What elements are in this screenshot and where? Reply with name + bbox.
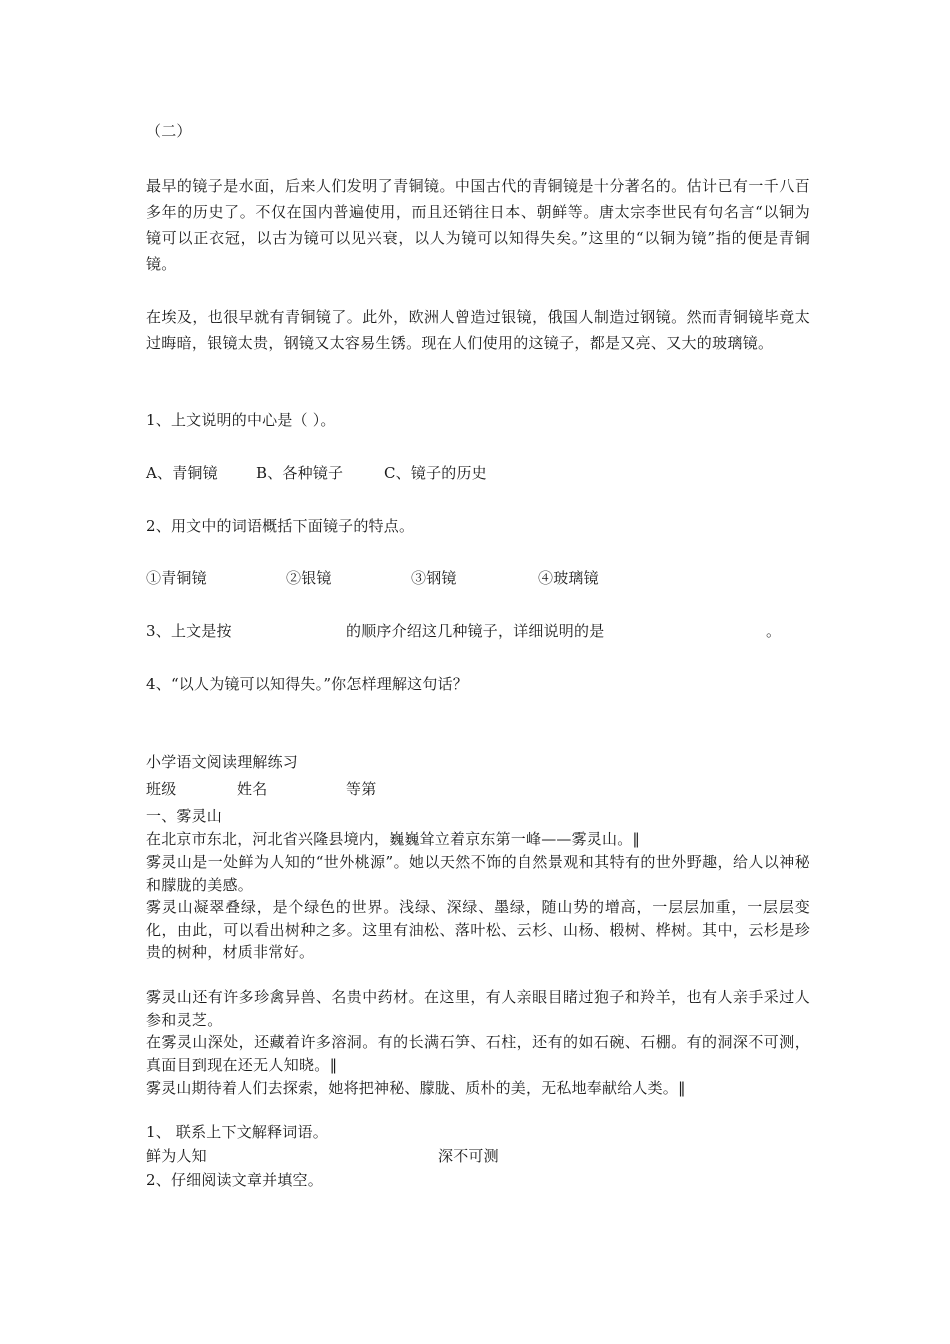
practice-paragraph-3: 雾灵山凝翠叠绿，是个绿色的世界。浅绿、深绿、墨绿，随山势的增高，一层层加重，一层层变化，由此，可以看出树种之多。这里有油松、落叶松、云杉、山杨、椴树、桦树。其中，云杉是珍贵的树种，材质非常好。: [146, 898, 810, 961]
question-3-part3: 。: [766, 622, 782, 640]
practice-paragraph-1: 在北京市东北，河北省兴隆县境内，巍巍耸立着京东第一峰——雾灵山。‖: [146, 830, 641, 848]
q1-option-a: A、青铜镜: [146, 464, 218, 482]
q2-item-steel-mirror: ③钢镜: [411, 569, 457, 587]
field-name-label: 姓名: [237, 780, 268, 798]
passage-paragraph-2: 在埃及，也很早就有青铜镜了。此外，欧洲人曾造过银镜，俄国人制造过钢镜。然而青铜镜毕竟太过晦暗，银镜太贵，钢镜又太容易生锈。现在人们使用的这镜子，都是又亮、又大的玻璃镜。: [146, 308, 810, 352]
q1-option-c: C、镜子的历史: [384, 464, 487, 482]
practice-paragraph-4: 雾灵山还有许多珍禽异兽、名贵中药材。在这里，有人亲眼目睹过狍子和羚羊，也有人亲手采过人参和灵芝。: [146, 988, 810, 1029]
practice-paragraph-2: 雾灵山是一处鲜为人知的“世外桃源”。她以天然不饰的自然景观和其特有的世外野趣，给人以神秘和朦胧的美感。: [146, 853, 810, 894]
practice-title: 小学语文阅读理解练习: [146, 753, 299, 771]
section-heading: （二）: [146, 122, 192, 140]
practice-paragraph-5: 在雾灵山深处，还藏着许多溶洞。有的长满石笋、石柱，还有的如石碗、石棚。有的洞深不可测，真面目到现在还无人知晓。‖: [146, 1033, 810, 1074]
question-1: 1、上文说明的中心是（ ）。: [146, 411, 336, 429]
practice-question-1: 1、 联系上下文解释词语。: [146, 1123, 328, 1141]
q2-item-glass-mirror: ④玻璃镜: [538, 569, 599, 587]
q2-item-silver-mirror: ②银镜: [286, 569, 332, 587]
practice-question-2: 2、仔细阅读文章并填空。: [146, 1171, 323, 1189]
q1-word-rarely-known: 鲜为人知: [146, 1147, 207, 1165]
field-class-label: 班级: [146, 780, 177, 798]
q1-word-unfathomable: 深不可测: [438, 1147, 499, 1165]
practice-section-heading: 一、雾灵山: [146, 807, 223, 825]
question-4: 4、“以人为镜可以知得失。”你怎样理解这句话？: [146, 675, 468, 693]
practice-paragraph-6: 雾灵山期待着人们去探索，她将把神秘、朦胧、质朴的美，无私地奉献给人类。‖: [146, 1079, 686, 1097]
question-3-part2: 的顺序介绍这几种镜子，详细说明的是: [346, 622, 605, 640]
field-grade-label: 等第: [346, 780, 377, 798]
passage-paragraph-1: 最早的镜子是水面，后来人们发明了青铜镜。中国古代的青铜镜是十分著名的。估计已有一千八百多年的历史了。不仅在国内普遍使用，而且还销往日本、朝鲜等。唐太宗李世民有句名言“以铜为镜可以正衣冠，以古为镜可以见兴衰，以人为镜可以知得失矣。”这里的“以铜为镜”指的便是青铜镜。: [146, 177, 810, 273]
q2-item-bronze-mirror: ①青铜镜: [146, 569, 207, 587]
question-2: 2、用文中的词语概括下面镜子的特点。: [146, 517, 415, 535]
q1-option-b: B、各种镜子: [256, 464, 344, 482]
question-3-part1: 3、上文是按: [146, 622, 232, 640]
